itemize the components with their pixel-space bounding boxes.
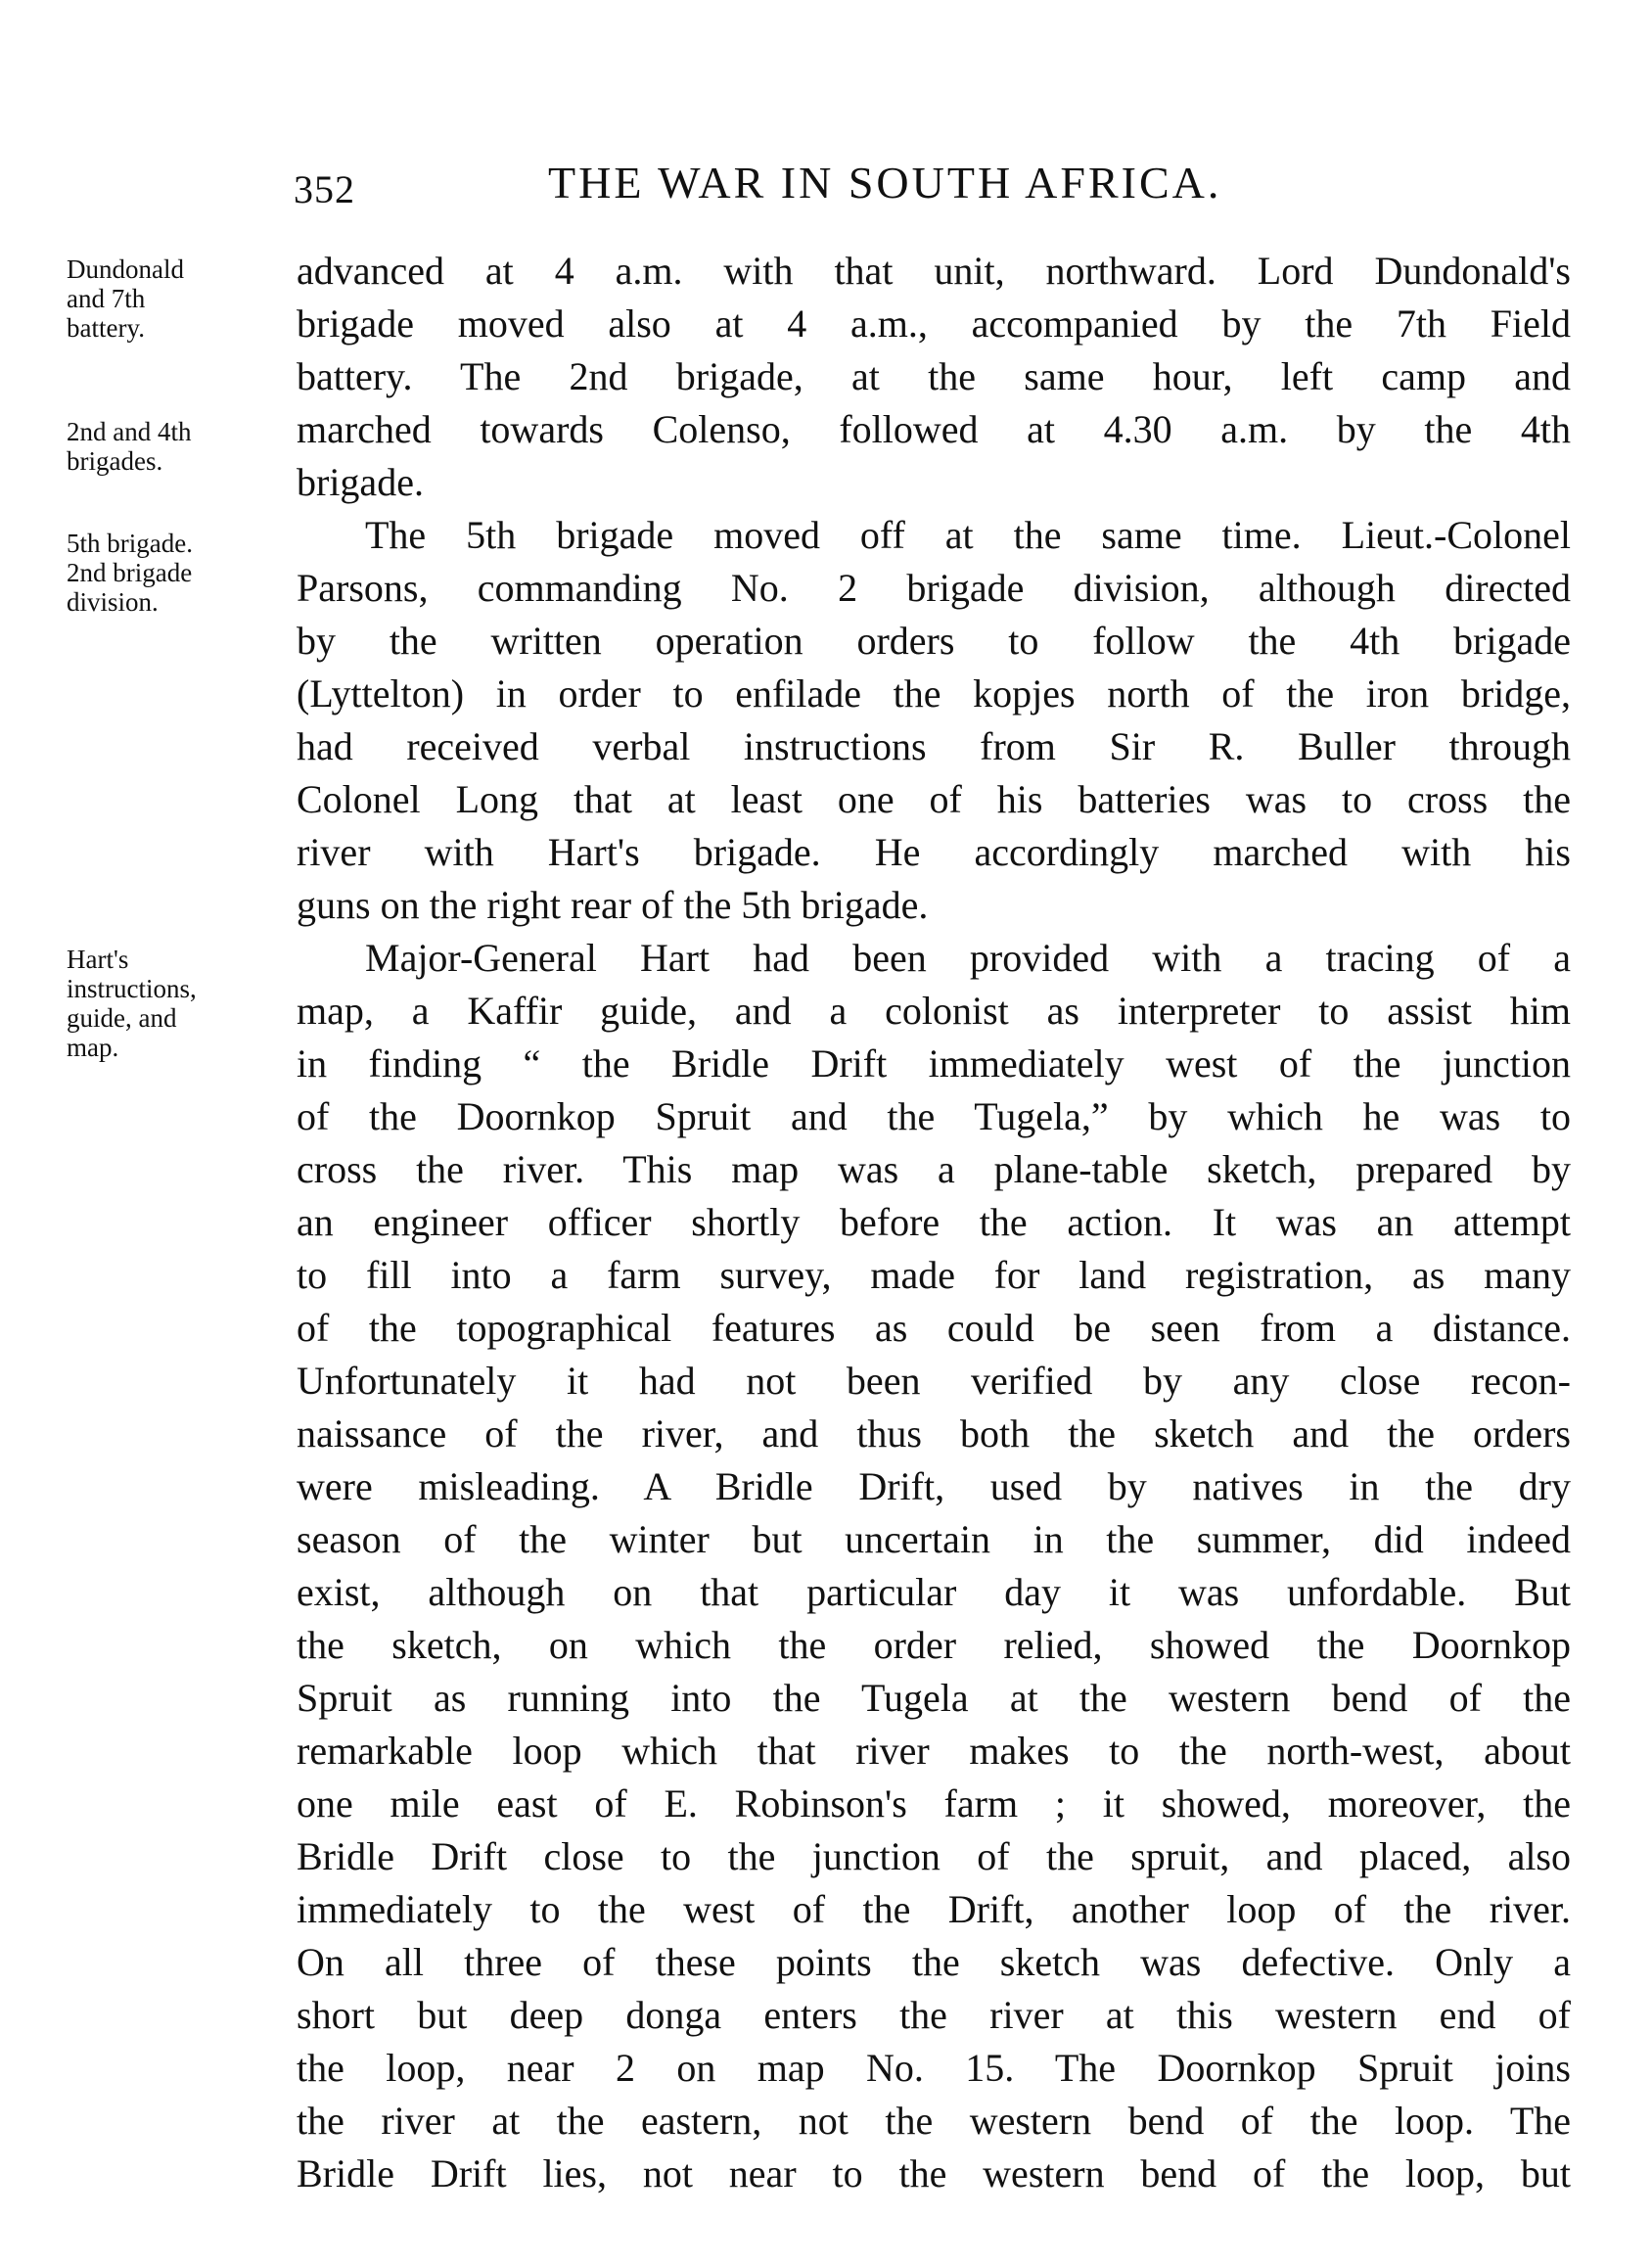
text-line: advanced at 4 a.m. with that unit, northward. Lord Dundonald's [297, 249, 1571, 293]
margin-note-line: Hart's [67, 945, 129, 974]
margin-note-line: brigades. [67, 446, 163, 476]
text-line: naissance of the river, and thus both the sketch and the orders [297, 1411, 1571, 1455]
text-line: On all three of these points the sketch was defective. Only a [297, 1940, 1571, 1984]
margin-note-line: division. [67, 587, 159, 617]
page-number: 352 [294, 167, 355, 211]
text-line: short but deep donga enters the river at this western end of [297, 1993, 1571, 2037]
text-line: Parsons, commanding No. 2 brigade division, although directed [297, 566, 1571, 610]
margin-note-line: guide, and [67, 1003, 177, 1033]
text-line: battery. The 2nd brigade, at the same hour, left camp and [297, 354, 1571, 398]
paragraph-start-line: Major-General Hart had been provided with a tracing of a [365, 936, 1571, 980]
text-line: Bridle Drift lies, not near to the western bend of the loop, but [297, 2151, 1571, 2195]
text-line: river with Hart's brigade. He accordingly marched with his [297, 830, 1571, 874]
margin-note-line: instructions, [67, 974, 197, 1003]
text-line: had received verbal instructions from Sir R. Buller through [297, 724, 1571, 768]
margin-note-5th-brigade [67, 529, 292, 617]
text-line: Bridle Drift close to the junction of the spruit, and placed, also [297, 1834, 1571, 1878]
margin-note-line: map. [67, 1033, 119, 1062]
text-line: season of the winter but uncertain in the summer, did indeed [297, 1517, 1571, 1561]
text-line: one mile east of E. Robinson's farm ; it showed, moreover, the [297, 1781, 1571, 1825]
text-line: to fill into a farm survey, made for land registration, as many [297, 1253, 1571, 1297]
text-line: cross the river. This map was a plane-table sketch, prepared by [297, 1147, 1571, 1191]
text-line: Spruit as running into the Tugela at the western bend of the [297, 1676, 1571, 1720]
text-line: (Lyttelton) in order to enfilade the kopjes north of the iron bridge, [297, 671, 1571, 716]
text-line: by the written operation orders to follow the 4th brigade [297, 619, 1571, 663]
text-line: the loop, near 2 on map No. 15. The Doornkop Spruit joins [297, 2046, 1571, 2090]
text-line: an engineer officer shortly before the action. It was an attempt [297, 1200, 1571, 1244]
margin-note-line: 2nd brigade [67, 558, 193, 587]
margin-note-line: 5th brigade. [67, 529, 193, 558]
text-line: in finding “ the Bridle Drift immediately west of the junction [297, 1041, 1571, 1086]
text-line: brigade moved also at 4 a.m., accompanied by the 7th Field [297, 301, 1571, 346]
text-line: the river at the eastern, not the western bend of the loop. The [297, 2099, 1571, 2143]
text-line: immediately to the west of the Drift, another loop of the river. [297, 1887, 1571, 1931]
paragraph-start-line: The 5th brigade moved off at the same time. Lieut.-Colonel [365, 513, 1571, 557]
text-line: were misleading. A Bridle Drift, used by natives in the dry [297, 1464, 1571, 1508]
text-line: brigade. [297, 460, 424, 504]
margin-note-brigades [67, 417, 292, 476]
text-line: of the topographical features as could be seen from a distance. [297, 1306, 1571, 1350]
body-text [297, 245, 1571, 2200]
text-line: map, a Kaffir guide, and a colonist as interpreter to assist him [297, 989, 1571, 1033]
text-line: of the Doornkop Spruit and the Tugela,” by which he was to [297, 1094, 1571, 1138]
text-line: guns on the right rear of the 5th brigade. [297, 883, 929, 927]
margin-note-dundonald [67, 254, 292, 343]
margin-note-line: battery. [67, 313, 145, 343]
margin-note-harts-instructions [67, 945, 292, 1062]
margin-note-line: 2nd and 4th [67, 417, 192, 446]
text-line: exist, although on that particular day it was unfordable. But [297, 1570, 1571, 1614]
page-header [294, 157, 1566, 225]
text-line: marched towards Colenso, followed at 4.30 a.m. by the 4th [297, 407, 1571, 451]
text-line: Unfortunately it had not been verified by any close recon- [297, 1359, 1571, 1403]
margin-note-line: Dundonald [67, 254, 184, 284]
text-line: Colonel Long that at least one of his batteries was to cross the [297, 777, 1571, 821]
text-line: the sketch, on which the order relied, showed the Doornkop [297, 1623, 1571, 1667]
running-title: THE WAR IN SOUTH AFRICA. [548, 158, 1222, 208]
text-line: remarkable loop which that river makes to the north-west, about [297, 1729, 1571, 1773]
margin-note-line: and 7th [67, 284, 146, 313]
